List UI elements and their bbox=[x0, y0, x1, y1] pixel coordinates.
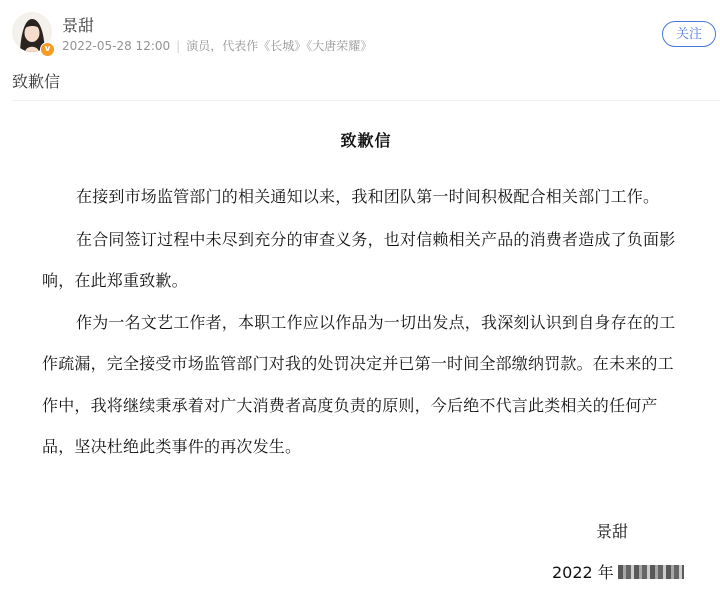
post-meta bbox=[62, 37, 372, 54]
author-bio: 演员，代表作《长城》《大唐荣耀》 bbox=[186, 39, 373, 53]
letter-line: 在接到市场监管部门的相关通知以来，我和团队第一时间积极配合相关部门工作。 bbox=[76, 187, 660, 206]
author-name[interactable]: 景甜 bbox=[62, 16, 95, 35]
post-text: 致歉信 bbox=[12, 72, 61, 91]
post-header bbox=[0, 0, 720, 60]
follow-button[interactable]: 关注 bbox=[662, 21, 716, 47]
letter-date bbox=[552, 560, 684, 583]
obscured-date-text bbox=[618, 565, 684, 579]
letter-title: 致歉信 bbox=[340, 131, 392, 150]
apology-letter-image[interactable] bbox=[12, 100, 720, 590]
letter-line: 作为一名文艺工作者，本职工作应以作品为一切出发点，我深刻认识到自身存在的工 bbox=[76, 313, 676, 332]
letter-line: 作疏漏，完全接受市场监管部门对我的处罚决定并已第一时间全部缴纳罚款。在未来的工 bbox=[42, 354, 674, 373]
letter-signature: 景甜 bbox=[596, 522, 629, 541]
meta-divider: | bbox=[176, 39, 181, 53]
verified-badge-icon: v bbox=[40, 42, 55, 57]
post-timestamp[interactable]: 2022-05-28 12:00 bbox=[62, 39, 171, 53]
letter-line: 在合同签订过程中未尽到充分的审查义务，也对信赖相关产品的消费者造成了负面影 bbox=[76, 230, 676, 249]
letter-line: 品，坚决杜绝此类事件的再次发生。 bbox=[42, 437, 302, 456]
letter-line: 作中，我将继续秉承着对广大消费者高度负责的原则，今后绝不代言此类相关的任何产 bbox=[42, 396, 658, 415]
letter-date-year: 2022 年 bbox=[552, 563, 614, 582]
letter-line: 响，在此郑重致歉。 bbox=[42, 271, 188, 290]
